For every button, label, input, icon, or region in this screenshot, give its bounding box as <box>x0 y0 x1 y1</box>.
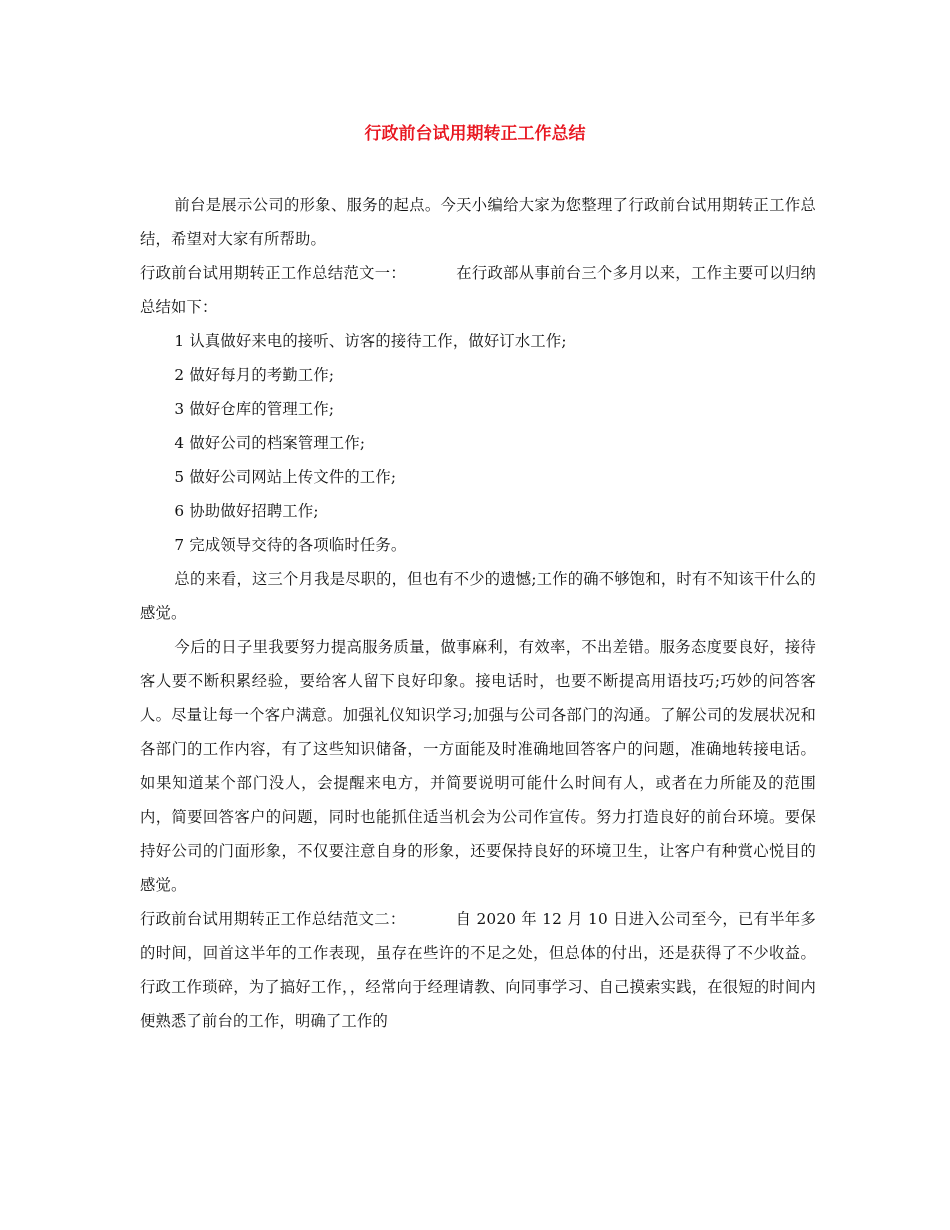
document-body <box>140 188 816 1038</box>
sample-two-label: 行政前台试用期转正工作总结范文二： <box>140 910 406 928</box>
list-item: 6 协助做好招聘工作; <box>174 502 319 520</box>
summary-paragraph: 总的来看，这三个月我是尽职的，但也有不少的遗憾;工作的确不够饱和，时有不知该干什么的感觉。 <box>140 570 816 622</box>
list-item: 1 认真做好来电的接听、访客的接待工作，做好订水工作; <box>174 332 567 350</box>
sample-one-label: 行政前台试用期转正工作总结范文一： <box>140 264 407 282</box>
sample-two-lead: 自 2020 年 12 月 10 日进入公司至今，已有半年多的时间，回首这半年的工作表现，虽存在些许的不足之处，但总体的付出，还是获得了不少收益。行政工作琐碎，为了搞好工作，，经常向于经理请教、向同事学习、自己摸索实践，在很短的时间内便熟悉了前台的工作，明确了工作的 <box>140 910 816 1030</box>
list-item: 4 做好公司的档案管理工作; <box>174 434 366 452</box>
sample-one-paragraph <box>140 256 816 324</box>
future-plan-paragraph: 今后的日子里我要努力提高服务质量，做事麻利，有效率，不出差错。服务态度要良好，接待客人要不断积累经验，要给客人留下良好印象。接电话时，也要不断提高用语技巧;巧妙的问答客人。尽量让每一个客户满意。加强礼仪知识学习;加强与公司各部门的沟通。了解公司的发展状况和各部门的工作内容，有了这些知识储备，一方面能及时准确地回答客户的问题，准确地转接电话。如果知道某个部门没人，会提醒来电方，并简要说明可能什么时间有人，或者在力所能及的范围内，简要回答客户的问题，同时也能抓住适当机会为公司作宣传。努力打造良好的前台环境。要保持好公司的门面形象，不仅要注意自身的形象，还要保持良好的环境卫生，让客户有种赏心悦目的感觉。 <box>140 638 816 894</box>
duty-list <box>140 324 816 562</box>
sample-one-lead: 在行政部从事前台三个多月以来，工作主要可以归纳总结如下： <box>140 264 816 316</box>
list-item: 5 做好公司网站上传文件的工作; <box>174 468 397 486</box>
list-item: 3 做好仓库的管理工作; <box>174 400 335 418</box>
list-item: 7 完成领导交待的各项临时任务。 <box>174 536 407 554</box>
list-item: 2 做好每月的考勤工作; <box>174 366 335 384</box>
sample-two-paragraph <box>140 902 816 1038</box>
document-title: 行政前台试用期转正工作总结 <box>364 124 586 144</box>
intro-paragraph: 前台是展示公司的形象、服务的起点。今天小编给大家为您整理了行政前台试用期转正工作总结，希望对大家有所帮助。 <box>140 196 816 248</box>
